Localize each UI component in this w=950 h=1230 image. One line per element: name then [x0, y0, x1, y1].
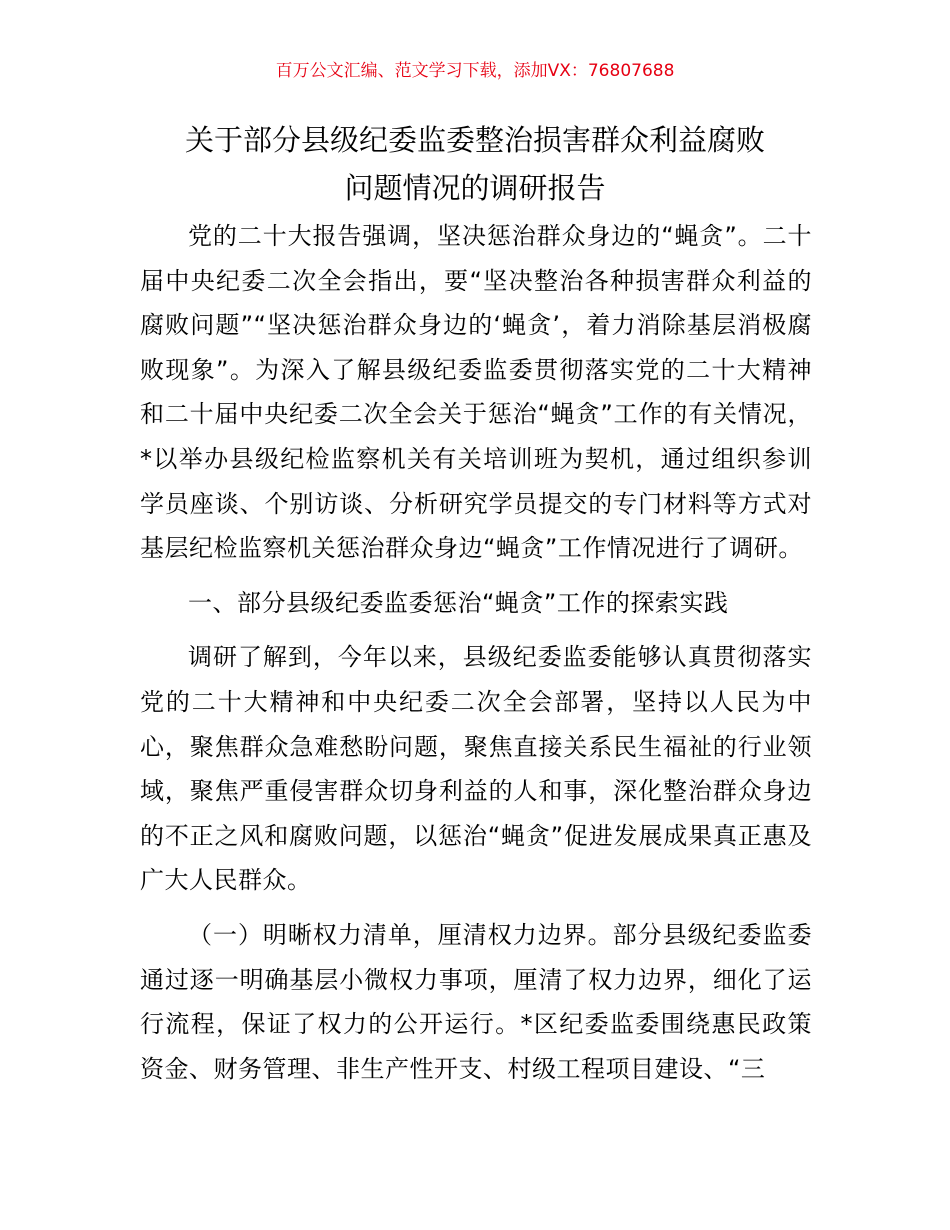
section-heading-1: 一、部分县级纪委监委惩治“蝇贪”工作的探索实践 — [188, 588, 729, 617]
document-body — [140, 214, 812, 1091]
promo-banner: 百万公文汇编、范文学习下载，添加VX：76807688 — [275, 61, 675, 81]
paragraph-subsection-1: （一）明晰权力清单，厘清权力边界。部分县级纪委监委通过逐一明确基层小微权力事项，厘清了权力边界，细化了运行流程，保证了权力的公开运行。*区纪委监委围绕惠民政策资金、财务管理、非生产性开支、村级工程项目建设、“三 — [140, 920, 812, 1083]
page-title — [120, 116, 830, 212]
paragraph-findings: 调研了解到，今年以来，县级纪委监委能够认真贯彻落实党的二十大精神和中央纪委二次全会部署，坚持以人民为中心，聚焦群众急难愁盼问题，聚焦直接关系民生福祉的行业领域，聚焦严重侵害群众切身利益的人和事，深化整治群众身边的不正之风和腐败问题，以惩治“蝇贪”促进发展成果真正惠及广大人民群众。 — [140, 643, 812, 895]
title-line-2: 问题情况的调研报告 — [344, 171, 606, 205]
paragraph-intro: 党的二十大报告强调，坚决惩治群众身边的“蝇贪”。二十届中央纪委二次全会指出，要“坚决整治各种损害群众利益的腐败问题”“坚决惩治群众身边的‘蝇贪’，着力消除基层消极腐败现象”。为深入了解县级纪委监委贯彻落实党的二十大精神和二十届中央纪委二次全会关于惩治“蝇贪”工作的有关情况，*以举办县级纪检监察机关有关培训班为契机，通过组织参训学员座谈、个别访谈、分析研究学员提交的专门材料等方式对基层纪检监察机关惩治群众身边“蝇贪”工作情况进行了调研。 — [140, 222, 812, 563]
title-line-1: 关于部分县级纪委监委整治损害群众利益腐败 — [184, 123, 765, 157]
